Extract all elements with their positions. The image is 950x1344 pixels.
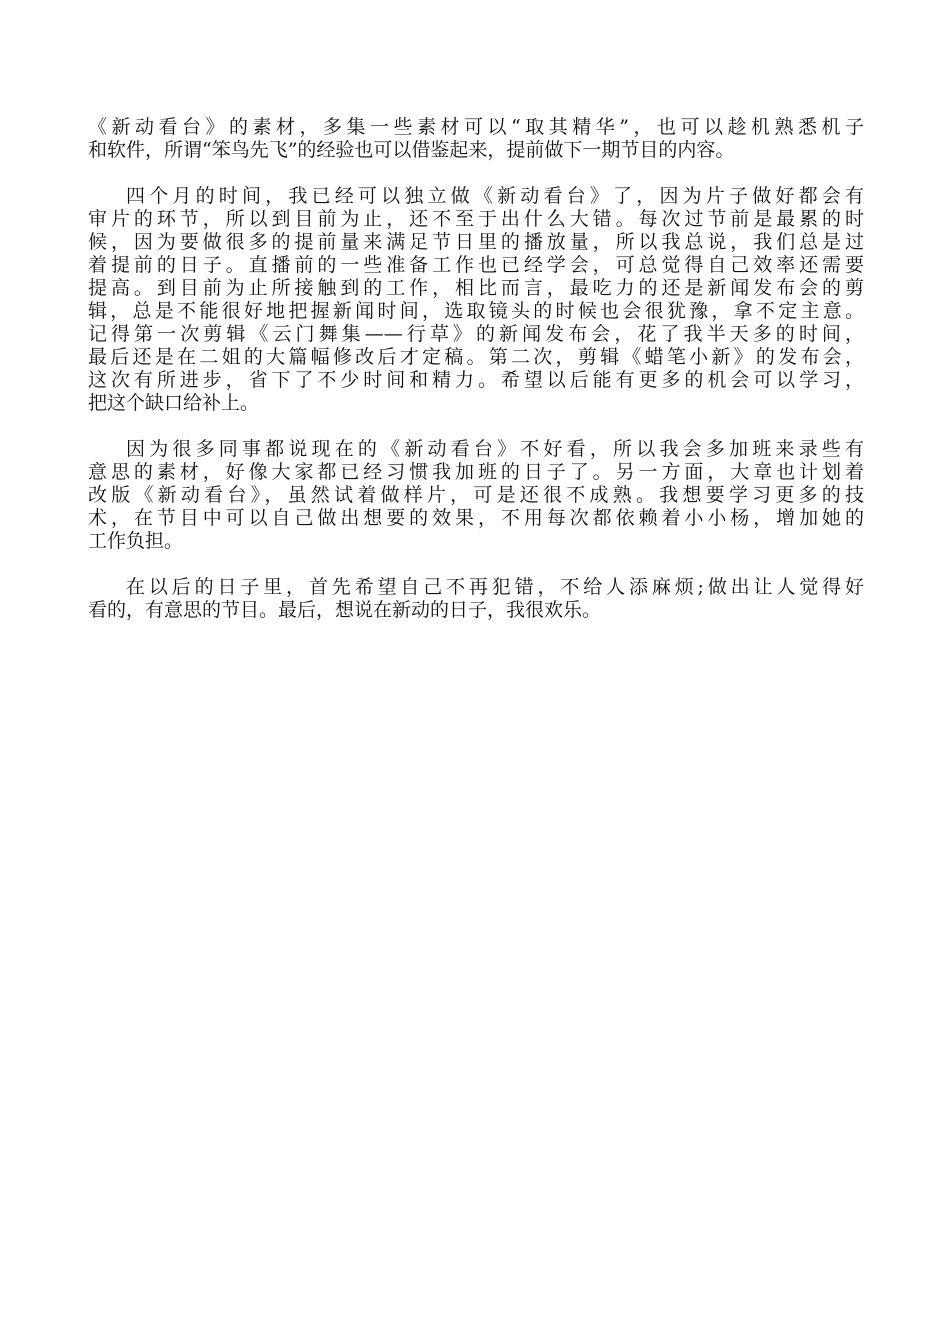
text-line: 看的，有意思的节目。最后，想说在新动的日子，我很欢乐。 (88, 599, 602, 621)
text-line: 因为很多同事都说现在的《新动看台》不好看，所以我会多加班来录些有 (126, 438, 864, 460)
text-line: 最后还是在二姐的大篇幅修改后才定稿。第二次，剪辑《蜡笔小新》的发布会， (88, 346, 864, 368)
text-line: 提高。到目前为止所接触到的工作，相比而言，最吃力的还是新闻发布会的剪 (88, 277, 864, 299)
text-line: 四个月的时间，我已经可以独立做《新动看台》了，因为片子做好都会有 (126, 185, 864, 207)
text-line: 把这个缺口给补上。 (88, 392, 260, 414)
paragraph (88, 438, 864, 553)
text-line: 在以后的日子里，首先希望自己不再犯错，不给人添麻烦;做出让人觉得好 (126, 576, 864, 598)
text-line: 术，在节目中可以自己做出想要的效果，不用每次都依赖着小小杨，增加她的 (88, 507, 864, 529)
paragraph (88, 576, 864, 622)
text-line: 《新动看台》的素材，多集一些素材可以“取其精华”，也可以趁机熟悉机子 (88, 116, 864, 138)
paragraph (88, 185, 864, 415)
text-line: 工作负担。 (88, 530, 184, 552)
text-line: 和软件，所谓“笨鸟先飞”的经验也可以借鉴起来，提前做下一期节目的内容。 (88, 139, 735, 161)
text-line: 着提前的日子。直播前的一些准备工作也已经学会，可总觉得自己效率还需要 (88, 254, 864, 276)
paragraph (88, 116, 864, 162)
text-line: 这次有所进步，省下了不少时间和精力。希望以后能有更多的机会可以学习， (88, 369, 864, 391)
text-line: 候，因为要做很多的提前量来满足节日里的播放量，所以我总说，我们总是过 (88, 231, 864, 253)
text-line: 辑，总是不能很好地把握新闻时间，选取镜头的时候也会很犹豫，拿不定主意。 (88, 300, 864, 322)
text-line: 改版《新动看台》，虽然试着做样片，可是还很不成熟。我想要学习更多的技 (88, 484, 864, 506)
document-page (88, 116, 864, 645)
text-line: 意思的素材，好像大家都已经习惯我加班的日子了。另一方面，大章也计划着 (88, 461, 864, 483)
text-line: 审片的环节，所以到目前为止，还不至于出什么大错。每次过节前是最累的时 (88, 208, 864, 230)
text-line: 记得第一次剪辑《云门舞集——行草》的新闻发布会，花了我半天多的时间， (88, 323, 864, 345)
